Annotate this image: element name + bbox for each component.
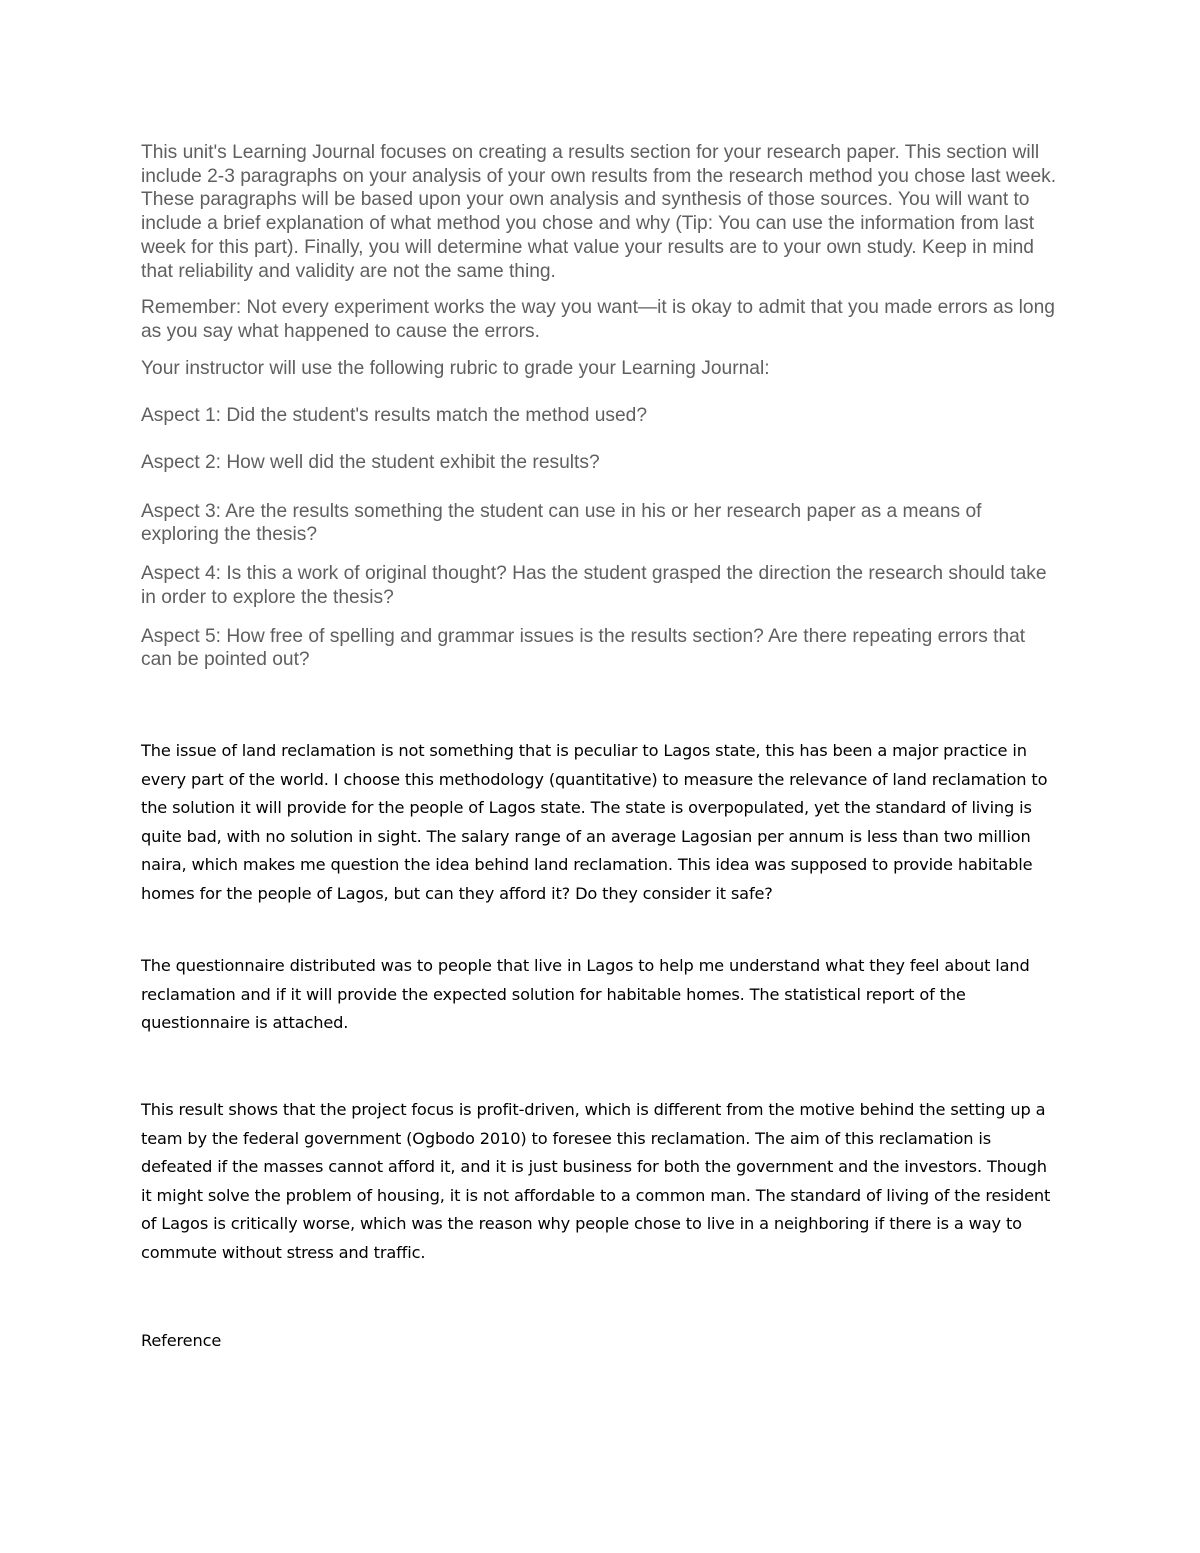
rubric-aspect-3: Aspect 3: Are the results something the student can use in his or her research paper as a means of exploring the thesis? xyxy=(141,500,982,546)
assignment-prompt xyxy=(141,141,1061,672)
rubric-intro: Your instructor will use the following rubric to grade your Learning Journal: xyxy=(141,357,770,379)
prompt-intro: This unit's Learning Journal focuses on creating a results section for your research paper. This section will include 2-3 paragraphs on your analysis of your own results from the research method you chose last week. These paragraphs will be based upon your own analysis and synthesis of those sources. You will want to include a brief explanation of what method you chose and why (Tip: You can use the information from last week for this part). Finally, you will determine what value your results are to your own study. Keep in mind that reliability and validity are not the same thing. xyxy=(141,142,1057,282)
reference-heading-text: Reference xyxy=(141,1331,222,1350)
response-paragraph-3 xyxy=(141,1096,1061,1268)
response-paragraph-1-text: The issue of land reclamation is not something that is peculiar to Lagos state, this has been a major practice in every part of the world. I choose this methodology (quantitative) to measure the relevance of land reclamation to the solution it will provide for the people of Lagos state. The state is overpopulated, yet the standard of living is quite bad, with no solution in sight. The salary range of an average Lagosian per annum is less than two million naira, which makes me question the idea behind land reclamation. This idea was supposed to provide habitable homes for the people of Lagos, but can they afford it? Do they consider it safe? xyxy=(141,741,1048,903)
response-paragraph-1 xyxy=(141,737,1061,909)
prompt-remember: Remember: Not every experiment works the way you want—it is okay to admit that you made errors as long as you say what happened to cause the errors. xyxy=(141,297,1055,342)
rubric-aspect-1: Aspect 1: Did the student's results match the method used? xyxy=(141,405,648,427)
rubric-aspect-4: Aspect 4: Is this a work of original thought? Has the student grasped the direction the research should take in order to explore the thesis? xyxy=(141,563,1047,608)
response-paragraph-2 xyxy=(141,952,1061,1038)
response-paragraph-3-text: This result shows that the project focus is profit-driven, which is different from the motive behind the setting up a team by the federal government (Ogbodo 2010) to foresee this reclamation. The aim of this reclamation is defeated if the masses cannot afford it, and it is just business for both the government and the investors. Though it might solve the problem of housing, it is not affordable to a common man. The standard of living of the resident of Lagos is critically worse, which was the reason why people chose to live in a neighboring if there is a way to commute without stress and traffic. xyxy=(141,1100,1051,1262)
response-paragraph-2-text: The questionnaire distributed was to people that live in Lagos to help me understand what they feel about land reclamation and if it will provide the expected solution for habitable homes. The statistical report of the questionnaire is attached. xyxy=(141,956,1030,1033)
rubric-aspect-5: Aspect 5: How free of spelling and grammar issues is the results section? Are there repeating errors that can be pointed out? xyxy=(141,625,1026,671)
rubric-aspect-2: Aspect 2: How well did the student exhibit the results? xyxy=(141,452,600,474)
reference-heading xyxy=(141,1327,1061,1356)
